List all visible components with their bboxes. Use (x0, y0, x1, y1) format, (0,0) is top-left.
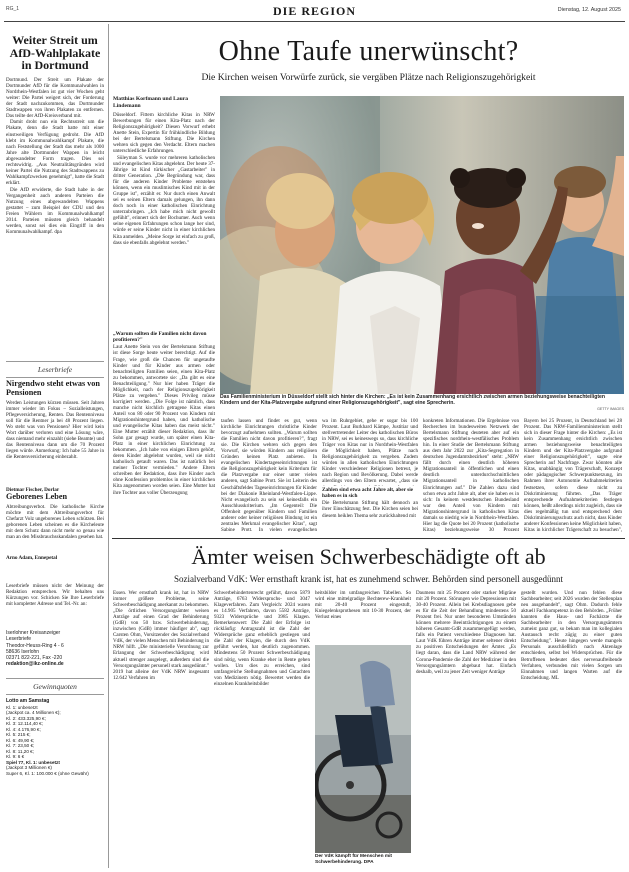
main-paragraph: Düsseldorf. Fittern kirchliche Kitas in NRW Bewerbungen für einen Kita-Platz nach der Religionszugehörigkeit? Diesen Vorwurf erhebt Anette Stein, Expertin für frühkindliche Bildung bei der Bertelsmann Stiftung. Die Kirchen wehren sich gegen den Verdacht. Eltern machen unterschiedliche Erfahrungen. (113, 112, 215, 155)
lotto-row: Super 6, Kl. 1: 100.000 € (ohne Gewähr) (6, 770, 89, 776)
second-photo (315, 645, 411, 853)
letter-author: Arno Adam, Ennepetal (6, 554, 58, 561)
masthead-rule (4, 21, 625, 22)
second-col-3 (315, 590, 411, 642)
left-column (6, 24, 104, 868)
lotto-row: (Jackpot ca. 4 Millionen €); (6, 710, 61, 715)
notice-text: Leserbriefe müssen nicht der Meinung der Redaktion entsprechen. Wir behalten uns Kürzungen vor. Schicken Sie Ihre Leserbriefe mit kompletter Adresse und Tel.-Nr. an: (6, 583, 104, 608)
main-paragraph: Die Bertelsmann Stiftung hält dennoch an ihrer Einschätzung fest. Die Kirchen seien bei diesem heiklen Thema sehr zurückhaltend mit (322, 500, 418, 519)
letters-notice (6, 583, 104, 623)
left-article-title: Weiter Streit um AfD-Wahlplakate in Dortmund (9, 33, 101, 72)
second-headline: Ämter weisen Schwerbeschädigte oft ab (191, 544, 546, 569)
lotto-title: Lotto am Samstag (6, 698, 50, 704)
main-headline: Ohne Taufe unerwünscht? (218, 36, 519, 67)
second-paragraph: gestellt wurden. Und nun fehlen diese Sachbearbeiter; seit 2026 wurden der Stellenplan neu ausgehandelt", sagt Ohm. Dadurch fehle aktuell Fachkompetenz in den Behörden. „Früher kannten die Haus- und Fachärzte die Sachbearbeiter in den Versorgungsämtern zumeist ganz gut, so bekam man im kollegialen Austausch recht zügig zu einer guten Entscheidung". Heute hingegen werde mangels Personals ausschließlich nach Aktenlage entschieden, selbst bei Widersprüchen. Für die Betroffenen bedeutet dies nervenaufreibende Verfahren, verbunden mit vielen Sorgen um Einnahmen und langen Warten auf die Entscheidung. ML (521, 590, 622, 681)
second-col-4 (416, 590, 516, 866)
main-deck: Die Kirchen weisen Vorwürfe zurück, sie vergäben Plätze nach Religionszugehörigkeit (201, 72, 536, 83)
main-col-5 (524, 418, 622, 532)
page-code: RG_1 (6, 6, 20, 12)
lotto-row: Kl. 9: 6 € (6, 754, 25, 759)
lotto-row: Kl. 8: 11,20 €; (6, 748, 35, 754)
letter-nirgendwo (6, 380, 104, 493)
section-title: DIE REGION (272, 4, 356, 18)
left-article-body (6, 77, 104, 327)
left-paragraph: Damit droht nun ein Rechtsstreit um die Plakate, denn die Stadt hatte mit einer einstweiligen Verfügung gedroht. Die AfD klebt im Kommunalwahlkampf Plakate, die nach Feststellung der Stadt das mehr als 1000 Jahre alte Dortmunder Wappen in leicht abgewandelter Form tragen. Dies sei rechtswidrig. „Aus Neutralitätsgründen wird keiner Partei die Nutzung des Stadtwappens zu Wahlkampfzwecken genehmigt", hatte die Stadt erklärt. (6, 119, 104, 186)
letter-title: Nirgendwo steht etwas von Pensionen (6, 379, 100, 397)
lotto-row: Kl. 1: unbesetzt (6, 704, 38, 710)
lotto-heading: Gewinnquoten (33, 682, 77, 691)
letter-title: Geborenes Leben (6, 492, 68, 501)
main-paragraph: wa im Ruhrgebiet, gehe er sogar bis 100 Prozent. Laut Burkhard Kämpe, Justitiar und stellvertretender Leiter des katholischen Büros in NRW, sei es keineswegs so, dass kirchliche Träger von Kitas nur in Nordrhein-Westfalen die Möglichkeit haben, Plätze nach Religionszugehörigkeit zu vergeben. Zudem würden in allen katholischen Einrichtungen Kinder verschiedener Religionen betreut, je nach Region und Bevölkerung. Dabei werde allerdings von den Eltern erwartet, „dass sie (322, 418, 418, 485)
second-col-5 (521, 590, 622, 866)
main-paragraph: Süleyman S. wurde vor mehreren katholischen und evangelischen Kitas abgelehnt. Der heute 37-Jährige ist Kind türkischer „Gastarbeiter" in dritter Generation. „Die Begründung war, dass für die anderen Kinder Probleme entstehen können, wenn ein muslimisches Kind mit in der Gruppe ist", erzählt er. Nur durch einen Anwalt sei es seinen Eltern damals gelungen, ihn dann doch noch in einer katholischen Einrichtung unterzubringen. „Ich habe mich nicht gewollt gefühlt", erinnert sich der Bochumer. Auch wenn seine eigenen Erfahrungen schon lange her sind, würde er seine Kinder nicht in einer kirchlichen Kita anmelden. „Meine Sorge ist einfach zu groß, dass sie ebenfalls abgelehnt werden." (113, 154, 215, 246)
lotto-row: Spiel 77, Kl. 1: unbesetzt (6, 759, 60, 765)
lotto-row: Kl. 4: 4.176,90 €; (6, 726, 41, 732)
address-line: Iserlohner Kreisanzeiger (6, 630, 61, 636)
contact-email[interactable]: redaktion@ikz-online.de (6, 661, 64, 668)
left-paragraph: Dortmund. Der Streit um Plakate der Dortmunder AfD für die Kommunalwahlen in Nordrhein-Westfalen ist gut vier Wochen geht weiter: Die Partei weigert sich, der Forderung der Stadt nachzukommen, das Dortmunder Stadtwappen von ihren Plakaten zu entfernen. Das teilte der AfD-Kreisverband mit. (6, 76, 104, 119)
letter-geborenes (6, 493, 104, 561)
main-paragraph: Bayern bei 25 Prozent, in Deutschland bei 28 Prozent. Das NRW-Familienministerium stellt sich in dieser Frage hinter die Kirchen: „Es ist kein Zusammenhang ersichtlich zwischen armen beziehungsweise benachteiligten Kindern und der Kita-Platzvergabe aufgrund einer Religionszugehörigkeit", sagte eine Sprecherin auf Nachfrage. Zwar könnten alle Kitas, unabhängig von Trägerschaft, Konzept oder pädagogischer Schwerpunktsetzung, im Rahmen ihrer Autonomie Aufnahmekriterien festsetzen, sofern diese nicht zu Diskriminierung führten. „Das Träger entsprechende Aufnahmekriterien festlegen können, heißt allerdings nicht zugleich, dass sie dies regelmäßig tun und entsprechend dem Diskriminierungsschutz auch nicht, dass Kinder anderer Konfessionen keine Möglichkeit haben, Kitas in kirchlicher Trägerschaft zu besuchen", (524, 418, 622, 532)
main-subhead: „Warum sollten die Familien nicht davon profitieren?" (113, 331, 207, 344)
main-paragraph: taufen lassen und findet es gut, wenn kirchliche Einrichtungen christliche Kinder bevorzugt aufnehmen sollten. „Warum sollten die Familien nicht davon profitieren?", fragt sie. Die Kirchen wehren sich gegen den Vorwurf, sie würden Kindern aus religiösen Gründen keinen Platz anbieten. In evangelischen Kindertageseinrichtungen ist die Religionszugehörigkeit kein Kriterium für die Platzvergabe nur einer unter vielen anderen, sagt Sabine Prott. Sie ist Leiterin des Geschäftsfeldes Tageseinrichtungen für Kinder bei der Diakonie Rheinland-Westfalen-Lippe. Nicht evangelisch zu sein sei keinesfalls ein Ausschlusskriterium. „Im Gegenteil: Die Offenheit gegenüber Kindern und Familien anderer oder keiner religiösen Bindung ist ein zentrales Merkmal evangelischer Kitas", sagt Sabine Prott. In vielen evangelischen (221, 418, 317, 532)
left-paragraph: Die AfD erwiderte, die Stadt habe in der Vergangenheit auch anderen Parteien die Nutzung eines abgewandelten Wappens gestattet – zum Beispiel der CDU und den Freien Wählern im Kommunalwahlkampf 2014. Parteien müssten gleich behandelt werden, sonst sei dies ein Eingriff in den Kommunalwahlkampf. dpa (6, 186, 104, 235)
lotto-row: Kl. 7: 23,50 €; (6, 743, 35, 748)
byline: Matthias Korfmann und Laura Lindemann (113, 96, 189, 109)
second-deck: Sozialverband VdK: Wer ernsthaft krank ist, hat es zunehmend schwer. Behörden sind personell ausgedünnt (173, 574, 564, 584)
address-line: Leserbriefe (6, 636, 32, 643)
second-paragraph: heitsbilder im umfangreichen Tabellen. So wird eine mittelgradige Bechterew-Krankheit mit 20-40 Prozent eingestuft, Kniegelenksprothesen mit 10-30 Prozent, der Verlust eines (315, 590, 411, 621)
second-paragraph: Essen. Wer ernsthaft krank ist, hat in NRW immer größere Probleme, seine Schwerbeschädigung anerkannt zu bekommen. „Die örtlichen Versorgungsämter weisen Anträge auf einen Grad der Behinderung (GdB) von 50 bzw. Schwerbehinderung, inzwischen (GdB) immer häufiger ab", sagt Carsten Ohm, Vorsitzender des Sozialverband VdK, der vielen Menschen mit Behinderung in NRW hilft. „Die ministerielle Verordnung zur Erlangung der Schwerbeschädigung wird aktuell strenger ausgelegt, außerdem sind die Versorgungsämter personell stark ausgedünnt." 2019 hat alleine der VdK NRW insgesamt 12.642 Verfahren im (113, 590, 209, 681)
lotto-row: Kl. 2: 433.325,90 €; (6, 715, 46, 721)
issue-date: Dienstag, 12. August 2025 (557, 7, 621, 13)
second-paragraph: Daumens mit 25 Prozent oder starker Migräne mit 20 Prozent. Störungen wie Depressionen mit 30-40 Prozent. Allein bei Krebsdiagnosen gebe es für die Zeit der Behandlung mindestens 50 Prozent frei. Nur unter besonderen Umständen können mehrere Beeinträchtigungen zu einem höheren Gesamt-GdB zusammengefügt werden, falls ein Patient verschiedene Diagnosen hat. Laut VdK führen Anträge immer seltener direkt zu positiven Entscheidungen der Ämter. „Es liegt daran, dass die Land NRW während der Corona-Pandemie die Zahl der Mediziner in den Versorgungsämtern abgebaut hat. Einfach deshalb, weil zu jener Zeit weniger Anträge (416, 590, 516, 675)
main-photo (220, 96, 624, 394)
lotto-row: Kl. 5: 215 €; (6, 732, 31, 737)
second-paragraph: Schwerbehindertenrecht geführt, davon 5879 Anträge, 6763 Widerspruchs- und 3047 Klageverfahren. Zum Vergleich: 2024 waren es 14.905 Verfahren, davon 5582 Anträge, 9323 Widersprüche und 3985 Klagen. Bemerkenswert: Die Zahl der Erfolge ist rückläufig: Antragszahl ist die Zahl der Widersprüche ganz erheblich gestiegen und die Zahl der Klagen, die durch den VdK geführt werden, hat deutlich zugenommen. Mindestens 50 Prozent Schwerbeschädigung sind nötig, wenn Kranke eher in Rente gehen wollen. Um dies zu erreichen, sind umfangreiche Stellungnahmen und Gutachten von Medizinern nötig. Bewertet werden die einzelnen Krankheitsbilder (214, 590, 310, 687)
lotto-row: Kl. 6: 49,90 €; (6, 737, 35, 743)
main-col-1 (113, 96, 215, 530)
contact-address (6, 630, 104, 668)
main-paragraph: konkreten Informationen. Die Ergebnisse von Recherchen im bundesweiten Netzwerk der Bertelsmann Stiftung deuteten aber auf ein spezifisches nordrhein-westfälisches Problem hin. In einer Studie der Bertelsmann Stiftung aus dem Jahr 2022 zur „Kita-Segregation in deutschen Jugendamtsbezirken" steht: „NRW fällt durch einen deutlich höheren Migrationsanteil in öffentlichen und einen deutlich unterdurchschnittlichen Migrationsanteil in katholischen Einrichtungen auf." Die Zahlen dazu sind schon etwa acht Jahre alt, aber sie haben es in sich: In keinem westdeutschen Bundesland war den Anteil von Kindern mit Migrationshintergrund in katholischen Kitas damals so niedrig wie in Nordrhein-Westfalen. Hier lag die Quote bei 20 Prozent (katholische Kitas) beziehungsweise 30 Prozent (423, 418, 519, 532)
main-subhead: Zahlen sind etwa acht Jahre alt, aber sie haben es in sich (322, 487, 414, 500)
lotto-row: Kl. 3: 12.114,40 €; (6, 721, 43, 726)
lotto-row: (Jackpot 3 Millionen €) (6, 765, 52, 770)
classroom-children-photo (220, 96, 624, 394)
letters-heading: Leserbriefe (37, 365, 73, 374)
letter-text: Werden Leistungen kürzen müssen. Seit Jahren immer wieder im Fokus – Sozialleistungen, Pflegeversicherung, Renten. Das Rentenniveau soll für die Rentner ja bei 48 Prozent liegen. Wo steht was von Pensionen? Hier wird kein Wort darüber verloren und eine Lösung wäre, dass niemand mehr einzahlt (siehe Beamte) und das Rentenniveau dann um die 70 Prozent liegen würde. Anmerkung: Ich habe 55 Jahre in die Rentenversicherung einbezahlt. (6, 399, 104, 461)
main-col-2 (221, 418, 317, 532)
main-col-4 (423, 418, 519, 532)
address-line: 58636 Iserlohn (6, 648, 40, 655)
address-line: 02371 822-221, Fax -220 (6, 655, 63, 662)
address-line: Theodor-Heuss-Ring 4 - 6 (6, 642, 64, 649)
main-paragraph: Laut Anette Stein von der Bertelsmann Stiftung ist diese Sorge heute weiter berechtigt. Auf die Frage, wie groß die Chancen für ungetaufte Kinder und für Kinder aus armen oder benachteiligten Familien seien, einen Kita-Platz zu bekommen, antwortete sie: „Da gibt es eine Benachteiligung." Nur hier haben Träger die Möglichkeit, nach der Religionszugehörigkeit Plätze zu vergeben." Dieses Privileg müsse korrigiert werden. „Die Folge ist nämlich, dass manche nicht kirchlich getragene Kitas einen Anteil von 80 oder 90 Prozent von Kindern mit Migrationshintergrund haben, und katholische und evangelische Kitas haben das meist nicht." Eine Mutter erzählt dieser Redaktion, dass ihr Sohn gar gesagt wurde, um später einen Kita-Platz in einer kirchlichen Einrichtung zu bekommen. „Ich habe von einigen Eltern gehört, deren Kinder abgelehnt wurden, weil sie nicht katholisch getauft waren. Das ist natürlich bei meiner Tochter vermieden." Andere Eltern schreiben der Redaktion, dass ihre Kinder auch ohne Konfession problemlos in einer kirchlichen Kita angenommen worden seien. Eine Mutter hat ihre Tochter aus voller Überzeugung (113, 344, 215, 496)
wheelchair-photo (315, 645, 411, 853)
letter-text: Abtreibungsverbot. Die katholische Kirche möchte mit dem Abtreibungsverbot für Chefarzt Volz ungeborenes Leben schützen. Bei geborenen Leben scheinen es die Kircheleute mit dem Schutz dann nicht mehr so genau wie man an den Missbrauchsskandalen gesehen hat. (6, 503, 104, 541)
main-col-3 (322, 418, 418, 532)
letter-author: Dietmar Fischer, Dorlar (6, 486, 60, 493)
caption-text: Das Familienministerium in Düsseldorf stellt sich hinter die Kirchen: „Es ist kein Zusammenhang ersichtlich zwischen armen beziehungsweise benachteiligten Kindern und der Kita-Platzvergabe aufgrund einer Religionszugehörigkeit", sagt eine Sprecherin. (220, 394, 605, 406)
second-col-2 (214, 590, 310, 866)
photo-credit: GETTY IMAGES (597, 407, 624, 411)
photo-caption (220, 394, 624, 412)
second-col-1 (113, 590, 209, 866)
lotto-results (6, 699, 104, 776)
second-photo-caption: Der VdK kämpft für Menschen mit Schwerbehinderung. DPA (315, 854, 393, 865)
